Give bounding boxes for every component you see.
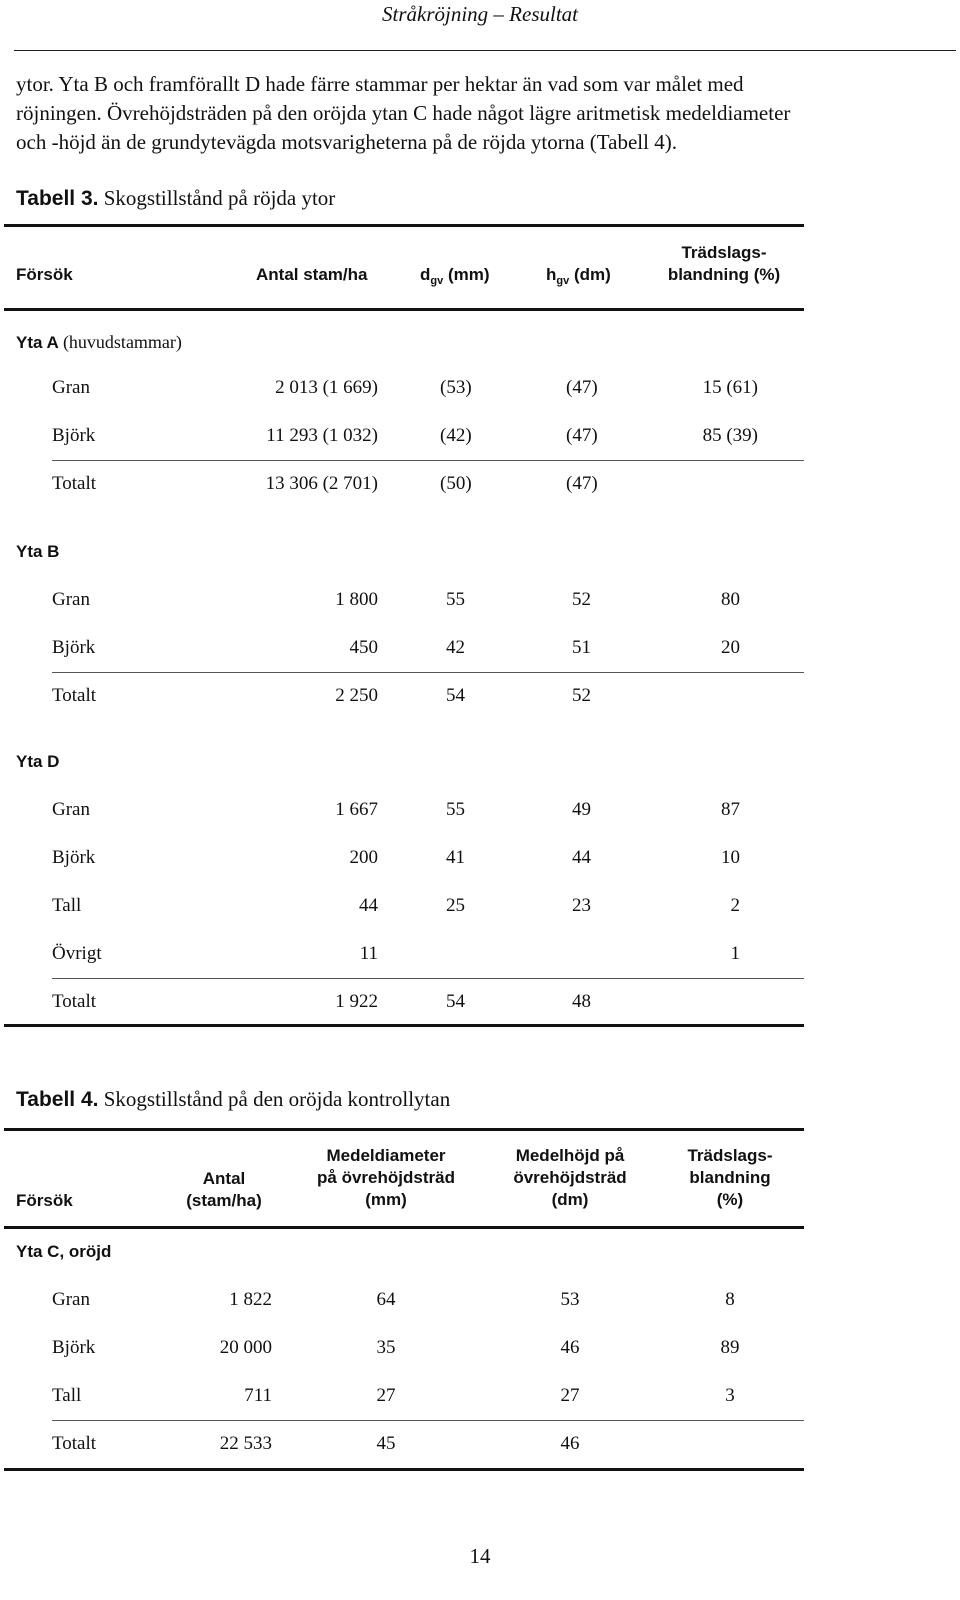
table3-cell-stam: 2 250 [335, 685, 378, 706]
table4-cell-stam: 711 [244, 1385, 272, 1406]
table3-cell-d: 54 [446, 685, 465, 706]
table4-row-label: Tall [52, 1385, 82, 1406]
table4-caption [16, 1085, 450, 1114]
table3-row-label: Totalt [52, 991, 97, 1012]
table3-cell-d: (53) [440, 377, 472, 398]
table4-group-yta-c: Yta C, oröjd [16, 1242, 112, 1261]
table3-label: Tabell 3. [16, 187, 99, 210]
table3-row-label: Björk [52, 425, 96, 446]
table4-row-label: Totalt [52, 1433, 97, 1454]
table3-row-label: Totalt [52, 685, 97, 706]
table3-cell-mix: 15 (61) [702, 377, 758, 398]
table4-bottom-rule [4, 1468, 804, 1471]
table4-header-medelhojd: Medelhöjd på övrehöjdsträd (dm) [513, 1146, 627, 1209]
intro-paragraph [16, 70, 946, 157]
running-header: Stråkröjning – Resultat [382, 2, 578, 26]
intro-line: röjningen. Övrehöjdsträden på den oröjda ytan C hade något lägre aritmetisk medeldiameter [16, 101, 791, 125]
table3-header-forsok: Försök [16, 265, 73, 284]
table3-cell-stam: 1 922 [335, 991, 378, 1012]
table3-cell-h: 51 [572, 637, 591, 658]
table3-cell-d: 25 [446, 895, 465, 916]
table3-row-label: Tall [52, 895, 82, 916]
table3-cell-mix: 10 [721, 847, 740, 868]
table3-title: Skogstillstånd på röjda ytor [103, 186, 336, 210]
table4-cell-h: 53 [560, 1289, 580, 1310]
table3-cell-mix: 85 (39) [702, 425, 758, 446]
table4-cell-stam: 20 000 [219, 1337, 272, 1358]
table3-cell-mix: 2 [730, 895, 740, 916]
table4-cell-h: 27 [560, 1385, 580, 1406]
table3-cell-d: 55 [446, 589, 465, 610]
table3-cell-h: 49 [572, 799, 591, 820]
table4-subtotal-rule [52, 1420, 804, 1421]
table4-header-medeldiameter: Medeldiameter på övrehöjdsträd (mm) [317, 1146, 455, 1209]
table3-cell-stam: 450 [349, 637, 378, 658]
table4-header-blandning: Trädslags- blandning (%) [687, 1146, 773, 1209]
table3-row-label: Övrigt [52, 943, 102, 964]
table3-bottom-rule [4, 1024, 804, 1027]
table4-row-label: Björk [52, 1337, 96, 1358]
table3-cell-d: 54 [446, 991, 465, 1012]
table4-cell-mix: 8 [725, 1289, 735, 1310]
table3-cell-d: 42 [446, 637, 465, 658]
table3-cell-stam: 11 293 (1 032) [266, 425, 378, 446]
table3-group-yta-d: Yta D [16, 752, 60, 771]
table4-cell-d: 27 [376, 1385, 396, 1406]
table4-cell-d: 45 [376, 1433, 396, 1454]
table4-header-forsok: Försök [16, 1191, 73, 1210]
table4-header-antal: Antal (stam/ha) [186, 1169, 262, 1210]
table3-subtotal-rule [52, 672, 804, 673]
table3-header-hgv: $h_{gv}$ (dm) [546, 265, 611, 287]
table3-header-dgv: $d_{gv}$ (mm) [420, 265, 490, 287]
table3-row-label: Gran [52, 377, 90, 398]
table3-cell-mix: 87 [721, 799, 740, 820]
table3-cell-d: (42) [440, 425, 472, 446]
table3-subtotal-rule [52, 460, 804, 461]
table3-cell-stam: 44 [359, 895, 378, 916]
page-number: 14 [469, 1544, 491, 1568]
table4-cell-h: 46 [560, 1433, 580, 1454]
intro-line: och -höjd än de grundytevägda motsvarigheterna på de röjda ytorna (Tabell 4). [16, 130, 677, 154]
table3-top-rule [4, 224, 804, 227]
table3-cell-mix: 1 [730, 943, 740, 964]
table3-subtotal-rule [52, 978, 804, 979]
table3-cell-h: (47) [566, 473, 598, 494]
table3-row-label: Gran [52, 799, 90, 820]
table3-cell-h: 52 [572, 589, 591, 610]
table3-cell-d: 55 [446, 799, 465, 820]
table4-cell-h: 46 [560, 1337, 580, 1358]
table4-label: Tabell 4. [16, 1088, 99, 1111]
table3-cell-h: 48 [572, 991, 591, 1012]
table3-group-yta-b: Yta B [16, 542, 60, 561]
table3-header-blandning: Trädslags- blandning (%) [667, 243, 781, 284]
table4-cell-stam: 22 533 [219, 1433, 272, 1454]
table4-cell-stam: 1 822 [229, 1289, 272, 1310]
header-rule [14, 50, 956, 51]
table3-cell-stam: 11 [359, 943, 378, 964]
table4-header-rule [4, 1226, 804, 1229]
table3-cell-h: 44 [572, 847, 591, 868]
table3-row-label: Björk [52, 847, 96, 868]
table3-cell-mix: 80 [721, 589, 740, 610]
table3-cell-d: (50) [440, 473, 472, 494]
table3-cell-stam: 2 013 (1 669) [275, 377, 378, 398]
table3-header-rule [4, 308, 804, 311]
table3-cell-stam: 200 [349, 847, 378, 868]
table3-header-antal: Antal stam/ha [256, 265, 368, 284]
table3-cell-h: (47) [566, 377, 598, 398]
table4-cell-d: 35 [376, 1337, 396, 1358]
table3-cell-stam: 1 667 [335, 799, 378, 820]
table3-row-label: Björk [52, 637, 96, 658]
table4-top-rule [4, 1128, 804, 1131]
table4-cell-mix: 89 [720, 1337, 740, 1358]
table3-cell-h: 52 [572, 685, 591, 706]
table3-row-label: Totalt [52, 473, 97, 494]
table4-cell-mix: 3 [725, 1385, 735, 1406]
intro-line: ytor. Yta B och framförallt D hade färre stammar per hektar än vad som var målet med [16, 72, 744, 96]
table4-row-label: Gran [52, 1289, 90, 1310]
table3-cell-mix: 20 [721, 637, 740, 658]
table4-title: Skogstillstånd på den oröjda kontrollytan [103, 1087, 451, 1111]
table3-row-label: Gran [52, 589, 90, 610]
table4-cell-d: 64 [376, 1289, 396, 1310]
table3-cell-h: (47) [566, 425, 598, 446]
table3-caption [16, 184, 335, 213]
table3-cell-d: 41 [446, 847, 465, 868]
table3-group-yta-a: Yta A (huvudstammar) [16, 332, 182, 352]
table3-cell-stam: 1 800 [335, 589, 378, 610]
table3-cell-h: 23 [572, 895, 591, 916]
table3-cell-stam: 13 306 (2 701) [265, 473, 378, 494]
